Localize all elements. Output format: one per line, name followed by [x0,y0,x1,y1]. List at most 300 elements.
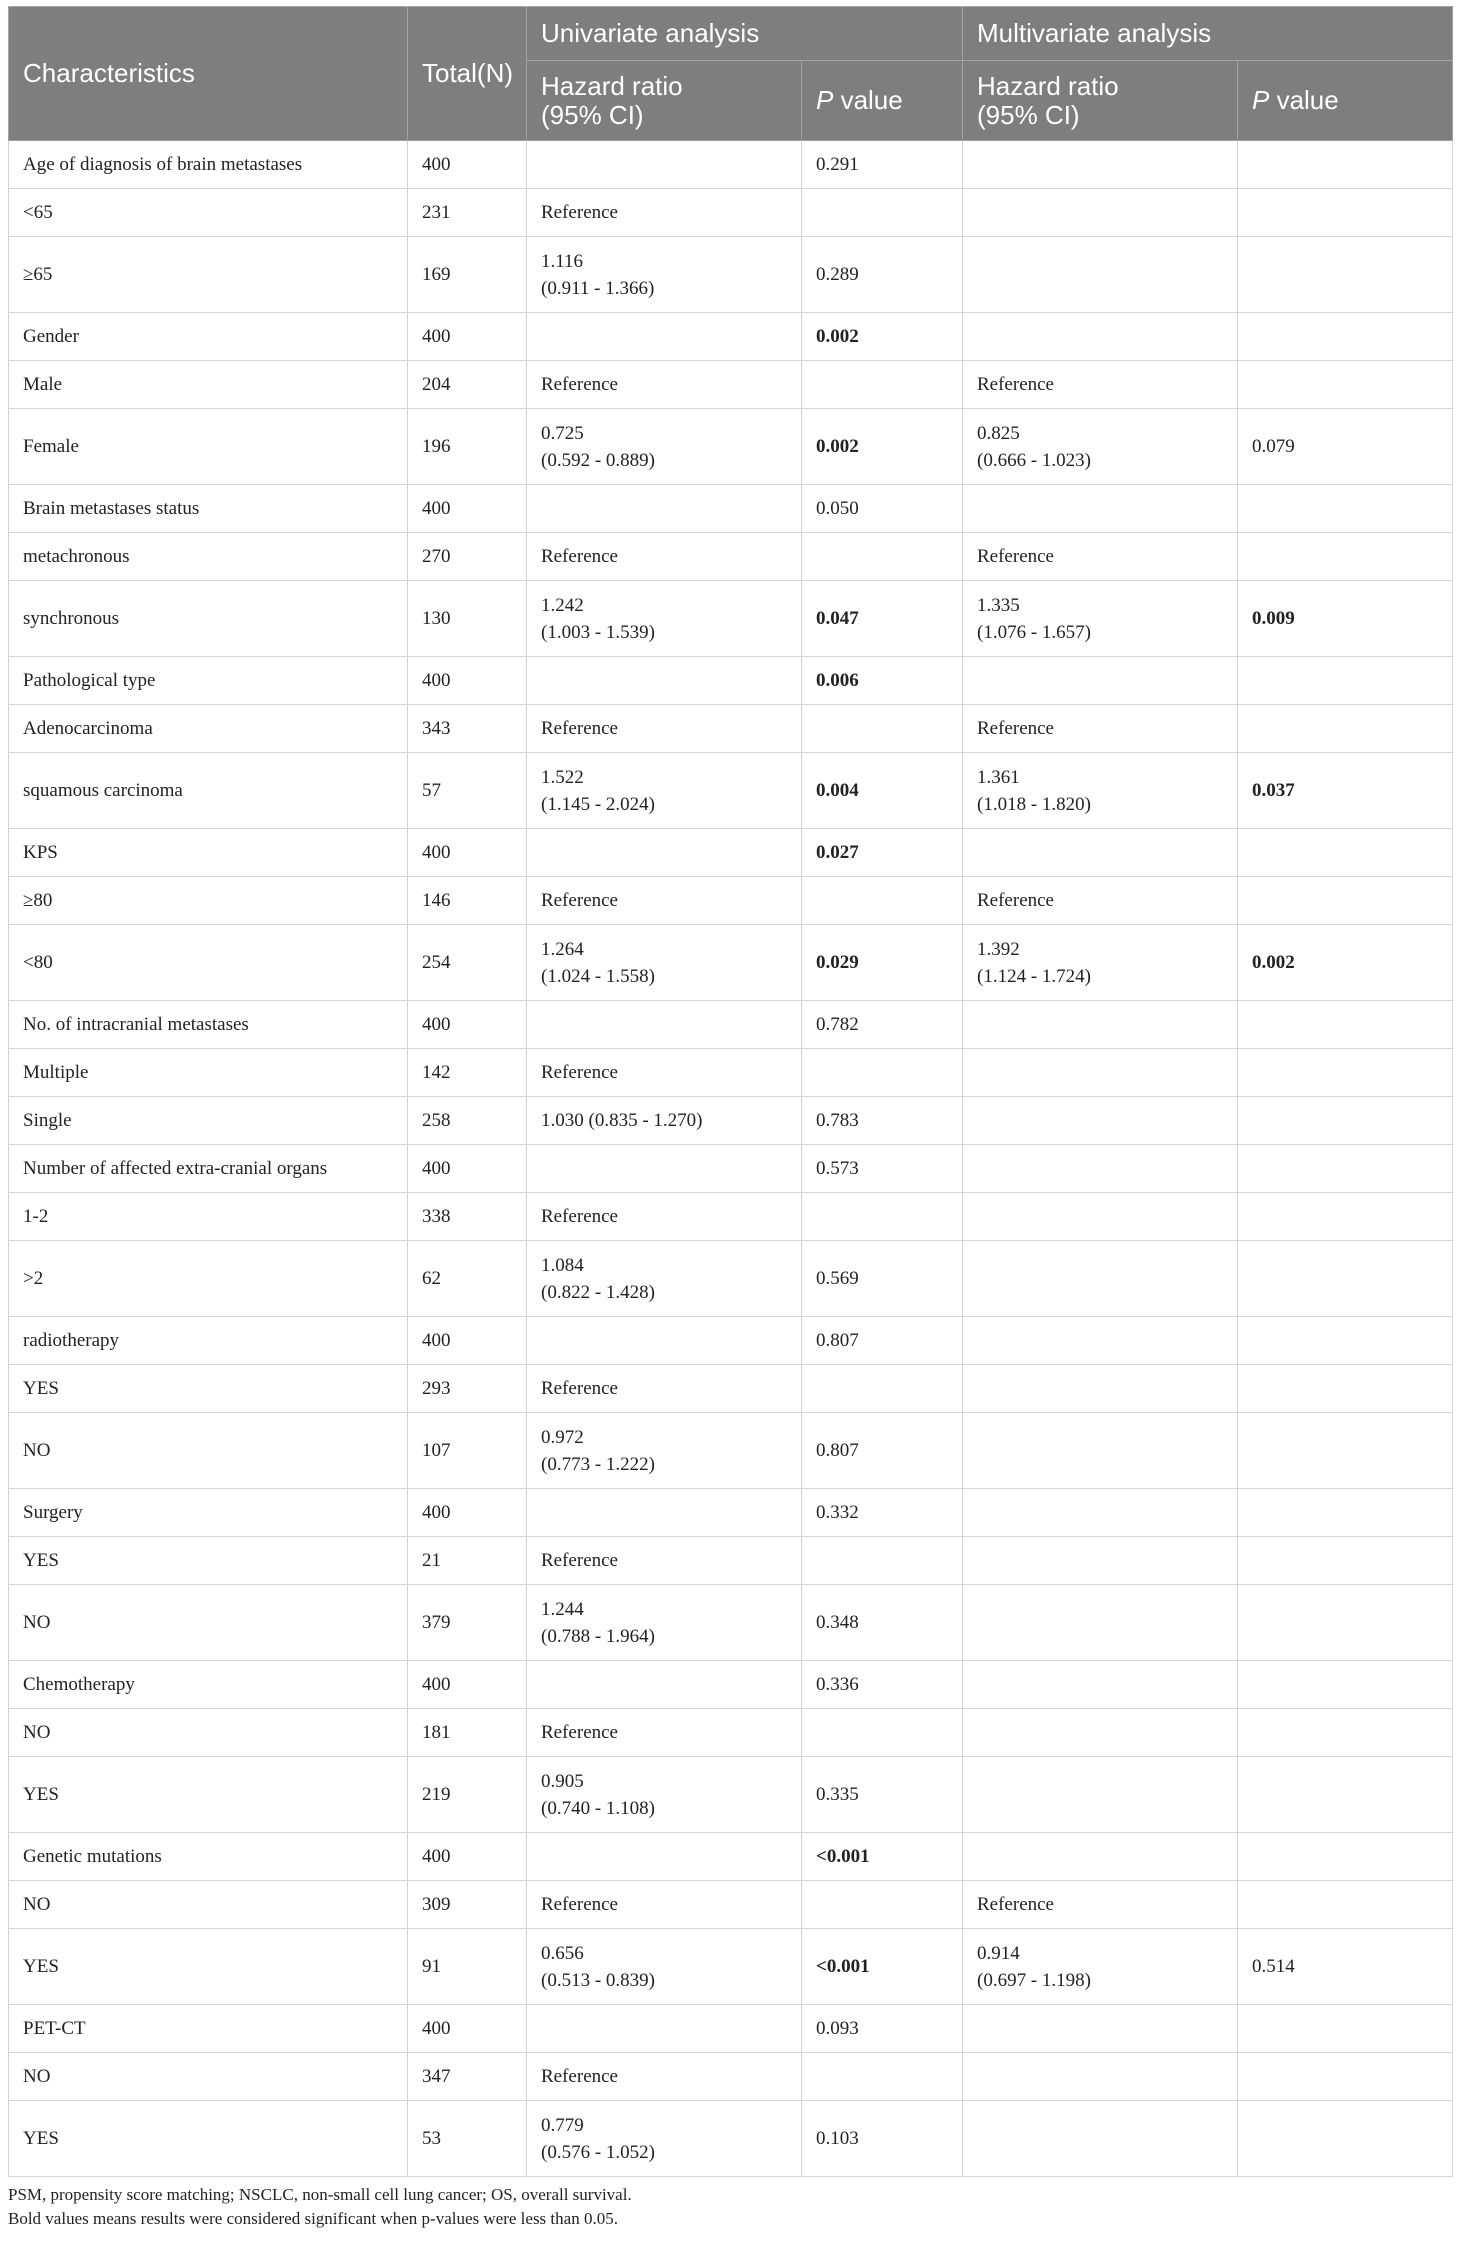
cell-total: 400 [408,313,527,361]
cell-multi-p-value [1238,657,1453,705]
cell-multi-p-value [1238,1881,1453,1929]
cell-uni-hazard-ratio-line: 0.972 [541,1426,584,1448]
cell-total: 107 [408,1413,527,1489]
cell-multi-p-value [1238,705,1453,753]
table-row [9,141,1453,189]
table-row [9,189,1453,237]
cell-uni-hazard-ratio [527,409,802,485]
cell-uni-p-value: 0.050 [802,485,963,533]
table-row [9,2101,1453,2177]
cell-multi-hazard-ratio [963,1881,1238,1929]
cell-uni-p-value: 0.782 [802,1001,963,1049]
cell-uni-hazard-ratio-line: (0.576 - 1.052) [541,2141,655,2163]
cell-uni-hazard-ratio [527,1049,802,1097]
cell-uni-p-value [802,1537,963,1585]
cell-uni-p-value: 0.002 [802,313,963,361]
cell-multi-p-value: 0.002 [1238,925,1453,1001]
cell-uni-hazard-ratio [527,1193,802,1241]
cell-uni-hazard-ratio [527,485,802,533]
table-row [9,1709,1453,1757]
cell-uni-p-value: 0.291 [802,141,963,189]
cell-uni-p-value: 0.103 [802,2101,963,2177]
cell-characteristic: Genetic mutations [9,1833,408,1881]
cell-multi-hazard-ratio [963,189,1238,237]
cell-uni-hazard-ratio [527,1537,802,1585]
cell-uni-p-value [802,533,963,581]
cell-characteristic: NO [9,2053,408,2101]
cell-uni-hazard-ratio-line: (0.592 - 0.889) [541,449,655,471]
cell-uni-p-value: 0.027 [802,829,963,877]
header-multi-hazard-ratio [963,61,1238,141]
cell-characteristic: No. of intracranial metastases [9,1001,408,1049]
cell-uni-p-value [802,1881,963,1929]
cell-multi-hazard-ratio-line: (1.076 - 1.657) [977,621,1091,643]
cell-multi-hazard-ratio-line: 1.361 [977,766,1020,788]
cell-multi-hazard-ratio-line: 0.825 [977,422,1020,444]
cell-uni-p-value: 0.002 [802,409,963,485]
cell-uni-hazard-ratio-line: (1.145 - 2.024) [541,793,655,815]
cell-multi-p-value [1238,1709,1453,1757]
cell-multi-hazard-ratio-line: 0.914 [977,1942,1020,1964]
cell-multi-hazard-ratio [963,1193,1238,1241]
cell-total: 219 [408,1757,527,1833]
cell-uni-p-value: 0.047 [802,581,963,657]
cell-uni-hazard-ratio [527,237,802,313]
cell-uni-p-value: 0.348 [802,1585,963,1661]
cell-multi-hazard-ratio [963,1001,1238,1049]
cell-uni-hazard-ratio-line: Reference [541,1894,618,1915]
cell-multi-hazard-ratio [963,753,1238,829]
cell-uni-p-value [802,1365,963,1413]
cell-characteristic: synchronous [9,581,408,657]
cell-characteristic: radiotherapy [9,1317,408,1365]
table-row [9,1413,1453,1489]
cell-total: 293 [408,1365,527,1413]
cell-multi-hazard-ratio [963,1145,1238,1193]
table-row [9,237,1453,313]
cell-characteristic: PET-CT [9,2005,408,2053]
header-multi-hr-line1: Hazard ratio [977,70,1119,101]
cell-total: 400 [408,1661,527,1709]
cell-uni-hazard-ratio [527,877,802,925]
cell-characteristic: YES [9,1537,408,1585]
cell-multi-hazard-ratio-line: (0.697 - 1.198) [977,1969,1091,1991]
cell-characteristic: KPS [9,829,408,877]
cell-uni-hazard-ratio [527,1145,802,1193]
cell-multi-hazard-ratio-line: Reference [977,718,1054,739]
cell-multi-p-value [1238,1757,1453,1833]
table-row [9,2005,1453,2053]
cell-total: 400 [408,1001,527,1049]
cell-characteristic: <65 [9,189,408,237]
header-characteristics [9,7,408,141]
cell-uni-hazard-ratio [527,1413,802,1489]
table-header [9,7,1453,141]
cell-uni-hazard-ratio-line: 1.084 [541,1254,584,1276]
cell-characteristic: ≥80 [9,877,408,925]
cell-multi-hazard-ratio [963,313,1238,361]
header-multi-p-italic: P [1252,85,1270,115]
cell-total: 400 [408,485,527,533]
cell-uni-hazard-ratio [527,1489,802,1537]
cell-uni-hazard-ratio [527,657,802,705]
cell-uni-p-value: 0.569 [802,1241,963,1317]
table-row [9,1537,1453,1585]
cell-total: 53 [408,2101,527,2177]
cell-multi-p-value [1238,485,1453,533]
cell-multi-hazard-ratio [963,485,1238,533]
cell-uni-p-value: 0.093 [802,2005,963,2053]
cell-multi-hazard-ratio [963,533,1238,581]
cell-multi-p-value [1238,313,1453,361]
cell-multi-hazard-ratio-line: (0.666 - 1.023) [977,449,1091,471]
cell-uni-p-value [802,2053,963,2101]
cell-total: 400 [408,141,527,189]
survival-analysis-table [8,6,1453,2177]
cell-uni-hazard-ratio [527,1757,802,1833]
cell-uni-hazard-ratio-line: (0.773 - 1.222) [541,1453,655,1475]
cell-uni-hazard-ratio [527,1585,802,1661]
cell-multi-p-value [1238,877,1453,925]
cell-uni-hazard-ratio-line: (0.513 - 0.839) [541,1969,655,1991]
cell-characteristic: Brain metastases status [9,485,408,533]
cell-multi-p-value: 0.514 [1238,1929,1453,2005]
cell-uni-hazard-ratio-line: 0.725 [541,422,584,444]
cell-multi-hazard-ratio [963,1833,1238,1881]
cell-total: 258 [408,1097,527,1145]
cell-uni-hazard-ratio [527,925,802,1001]
cell-multi-p-value [1238,1097,1453,1145]
cell-multi-hazard-ratio [963,1317,1238,1365]
cell-uni-hazard-ratio-line: Reference [541,546,618,567]
header-univariate-label: Univariate analysis [541,18,760,48]
table-row [9,829,1453,877]
table-row [9,361,1453,409]
cell-uni-hazard-ratio-line: 0.779 [541,2114,584,2136]
cell-uni-p-value [802,189,963,237]
cell-uni-hazard-ratio-line: Reference [541,890,618,911]
cell-uni-hazard-ratio-line: Reference [541,1550,618,1571]
header-uni-p-value [802,61,963,141]
table-row [9,1145,1453,1193]
table-row [9,533,1453,581]
cell-total: 270 [408,533,527,581]
cell-multi-p-value [1238,361,1453,409]
cell-characteristic: squamous carcinoma [9,753,408,829]
cell-multi-hazard-ratio [963,141,1238,189]
cell-uni-p-value: 0.029 [802,925,963,1001]
cell-characteristic: Single [9,1097,408,1145]
footnote-abbreviations: PSM, propensity score matching; NSCLC, non-small cell lung cancer; OS, overall survival. [8,2185,632,2204]
cell-multi-p-value [1238,1001,1453,1049]
table-row [9,657,1453,705]
table-row [9,1317,1453,1365]
cell-uni-p-value: 0.332 [802,1489,963,1537]
cell-total: 400 [408,1833,527,1881]
cell-uni-p-value: 0.004 [802,753,963,829]
cell-total: 57 [408,753,527,829]
cell-multi-hazard-ratio [963,1585,1238,1661]
cell-uni-p-value [802,1049,963,1097]
cell-total: 400 [408,1145,527,1193]
header-uni-hazard-ratio [527,61,802,141]
cell-uni-hazard-ratio-line: Reference [541,374,618,395]
cell-multi-hazard-ratio [963,1097,1238,1145]
cell-multi-hazard-ratio [963,1413,1238,1489]
cell-uni-hazard-ratio-line: Reference [541,2066,618,2087]
cell-multi-hazard-ratio [963,2101,1238,2177]
cell-multi-hazard-ratio-line: (1.018 - 1.820) [977,793,1091,815]
cell-total: 130 [408,581,527,657]
cell-total: 231 [408,189,527,237]
cell-multi-p-value: 0.079 [1238,409,1453,485]
table-row [9,1881,1453,1929]
cell-uni-hazard-ratio-line: 1.264 [541,938,584,960]
cell-multi-hazard-ratio [963,2053,1238,2101]
table-row [9,1365,1453,1413]
cell-multi-p-value: 0.009 [1238,581,1453,657]
header-multivariate [963,7,1453,61]
cell-uni-p-value: 0.573 [802,1145,963,1193]
cell-multi-hazard-ratio-line: Reference [977,1894,1054,1915]
cell-multi-hazard-ratio [963,2005,1238,2053]
cell-multi-p-value [1238,1661,1453,1709]
cell-characteristic: YES [9,1757,408,1833]
cell-uni-hazard-ratio [527,1001,802,1049]
cell-uni-hazard-ratio [527,141,802,189]
cell-multi-p-value [1238,2101,1453,2177]
table-row [9,1929,1453,2005]
cell-uni-p-value [802,1193,963,1241]
cell-uni-hazard-ratio-line: 1.030 (0.835 - 1.270) [541,1110,703,1131]
cell-uni-hazard-ratio-line: 0.905 [541,1770,584,1792]
cell-total: 254 [408,925,527,1001]
cell-total: 142 [408,1049,527,1097]
cell-uni-hazard-ratio [527,1833,802,1881]
cell-characteristic: 1-2 [9,1193,408,1241]
table-row [9,409,1453,485]
cell-uni-p-value: 0.807 [802,1413,963,1489]
cell-uni-p-value: 0.336 [802,1661,963,1709]
table-row [9,1193,1453,1241]
cell-characteristic: Multiple [9,1049,408,1097]
cell-total: 400 [408,2005,527,2053]
cell-uni-hazard-ratio-line: Reference [541,718,618,739]
cell-uni-hazard-ratio [527,2101,802,2177]
cell-uni-hazard-ratio-line: Reference [541,202,618,223]
header-uni-hr-line2: (95% CI) [541,99,644,130]
cell-multi-hazard-ratio-line: 1.392 [977,938,1020,960]
cell-multi-hazard-ratio [963,877,1238,925]
cell-multi-hazard-ratio [963,1241,1238,1317]
table-footnotes [8,2183,1452,2231]
cell-multi-p-value [1238,1833,1453,1881]
cell-total: 91 [408,1929,527,2005]
header-row-top [9,7,1453,61]
cell-multi-p-value [1238,1365,1453,1413]
cell-uni-p-value: 0.335 [802,1757,963,1833]
cell-multi-hazard-ratio-line: Reference [977,546,1054,567]
cell-multi-p-value [1238,141,1453,189]
footnote-bold-values: Bold values means results were considered significant when p-values were less than 0.05. [8,2209,618,2228]
cell-multi-p-value: 0.037 [1238,753,1453,829]
cell-multi-hazard-ratio-line: Reference [977,890,1054,911]
cell-total: 196 [408,409,527,485]
cell-uni-hazard-ratio [527,533,802,581]
table-row [9,705,1453,753]
cell-uni-p-value: 0.006 [802,657,963,705]
cell-uni-hazard-ratio-line: 1.244 [541,1598,584,1620]
header-total-label: Total(N) [422,58,514,88]
cell-uni-hazard-ratio [527,581,802,657]
header-multivariate-label: Multivariate analysis [977,18,1212,48]
cell-uni-hazard-ratio-line: 1.242 [541,594,584,616]
cell-multi-p-value [1238,1049,1453,1097]
table-row [9,1585,1453,1661]
cell-multi-p-value [1238,2005,1453,2053]
cell-multi-p-value [1238,1489,1453,1537]
table-row [9,1049,1453,1097]
cell-uni-hazard-ratio [527,361,802,409]
header-uni-p-rest: value [833,85,903,115]
cell-uni-hazard-ratio [527,829,802,877]
cell-multi-p-value [1238,2053,1453,2101]
cell-uni-p-value [802,1709,963,1757]
table-row [9,877,1453,925]
cell-uni-hazard-ratio-line: (0.740 - 1.108) [541,1797,655,1819]
cell-uni-hazard-ratio-line: Reference [541,1378,618,1399]
cell-uni-hazard-ratio [527,2005,802,2053]
cell-uni-hazard-ratio [527,1929,802,2005]
cell-uni-hazard-ratio [527,753,802,829]
cell-uni-hazard-ratio [527,1881,802,1929]
table-row [9,1241,1453,1317]
table-body [9,141,1453,2177]
cell-uni-p-value [802,705,963,753]
cell-multi-p-value [1238,829,1453,877]
cell-characteristic: YES [9,1365,408,1413]
header-multi-p-rest: value [1269,85,1339,115]
cell-uni-hazard-ratio-line: Reference [541,1722,618,1743]
cell-multi-hazard-ratio [963,1049,1238,1097]
cell-multi-hazard-ratio [963,581,1238,657]
cell-total: 62 [408,1241,527,1317]
cell-characteristic: Female [9,409,408,485]
cell-multi-hazard-ratio [963,1537,1238,1585]
cell-multi-p-value [1238,189,1453,237]
cell-uni-hazard-ratio [527,1365,802,1413]
cell-characteristic: Gender [9,313,408,361]
cell-multi-hazard-ratio [963,409,1238,485]
cell-uni-hazard-ratio-line: (0.788 - 1.964) [541,1625,655,1647]
cell-total: 400 [408,829,527,877]
cell-uni-p-value: 0.807 [802,1317,963,1365]
cell-characteristic: NO [9,1709,408,1757]
cell-characteristic: >2 [9,1241,408,1317]
cell-multi-p-value [1238,1193,1453,1241]
cell-uni-hazard-ratio-line: Reference [541,1206,618,1227]
header-uni-hr-line1: Hazard ratio [541,70,683,101]
cell-uni-hazard-ratio-line: 0.656 [541,1942,584,1964]
cell-multi-p-value [1238,1413,1453,1489]
table-row [9,1001,1453,1049]
cell-total: 146 [408,877,527,925]
cell-multi-hazard-ratio-line: Reference [977,374,1054,395]
cell-total: 347 [408,2053,527,2101]
cell-total: 204 [408,361,527,409]
cell-total: 309 [408,1881,527,1929]
cell-characteristic: Surgery [9,1489,408,1537]
cell-uni-hazard-ratio-line: (1.003 - 1.539) [541,621,655,643]
cell-multi-hazard-ratio [963,829,1238,877]
cell-characteristic: Male [9,361,408,409]
header-multi-hr-line2: (95% CI) [977,99,1080,130]
table-row [9,1833,1453,1881]
cell-multi-p-value [1238,1317,1453,1365]
cell-uni-p-value: <0.001 [802,1929,963,2005]
cell-multi-p-value [1238,533,1453,581]
header-uni-p-italic: P [816,85,834,115]
cell-multi-p-value [1238,1145,1453,1193]
cell-multi-hazard-ratio [963,925,1238,1001]
cell-multi-hazard-ratio [963,1757,1238,1833]
cell-characteristic: NO [9,1881,408,1929]
cell-multi-hazard-ratio [963,1489,1238,1537]
cell-characteristic: YES [9,2101,408,2177]
cell-characteristic: Adenocarcinoma [9,705,408,753]
cell-characteristic: NO [9,1413,408,1489]
cell-uni-hazard-ratio-line: (0.911 - 1.366) [541,277,655,299]
cell-uni-hazard-ratio-line: (0.822 - 1.428) [541,1281,655,1303]
table-row [9,581,1453,657]
header-univariate [527,7,963,61]
table-row [9,1757,1453,1833]
table-row [9,753,1453,829]
cell-uni-hazard-ratio-line: (1.024 - 1.558) [541,965,655,987]
cell-total: 169 [408,237,527,313]
cell-multi-p-value [1238,1585,1453,1661]
cell-multi-hazard-ratio-line: 1.335 [977,594,1020,616]
table-row [9,1489,1453,1537]
table-row [9,313,1453,361]
cell-total: 343 [408,705,527,753]
cell-characteristic: Number of affected extra-cranial organs [9,1145,408,1193]
cell-uni-p-value [802,361,963,409]
cell-characteristic: Age of diagnosis of brain metastases [9,141,408,189]
cell-multi-hazard-ratio [963,705,1238,753]
cell-total: 400 [408,657,527,705]
table-row [9,1097,1453,1145]
cell-multi-hazard-ratio [963,1929,1238,2005]
cell-uni-hazard-ratio [527,2053,802,2101]
cell-uni-hazard-ratio [527,189,802,237]
table-row [9,485,1453,533]
header-multi-p-value [1238,61,1453,141]
cell-characteristic: ≥65 [9,237,408,313]
cell-multi-hazard-ratio-line: (1.124 - 1.724) [977,965,1091,987]
cell-total: 181 [408,1709,527,1757]
cell-characteristic: YES [9,1929,408,2005]
cell-uni-hazard-ratio [527,313,802,361]
header-total [408,7,527,141]
cell-uni-hazard-ratio-line: 1.116 [541,250,584,272]
cell-uni-p-value: 0.289 [802,237,963,313]
cell-multi-p-value [1238,1241,1453,1317]
cell-uni-hazard-ratio-line: Reference [541,1062,618,1083]
cell-multi-hazard-ratio [963,1365,1238,1413]
cell-total: 400 [408,1489,527,1537]
cell-characteristic: NO [9,1585,408,1661]
